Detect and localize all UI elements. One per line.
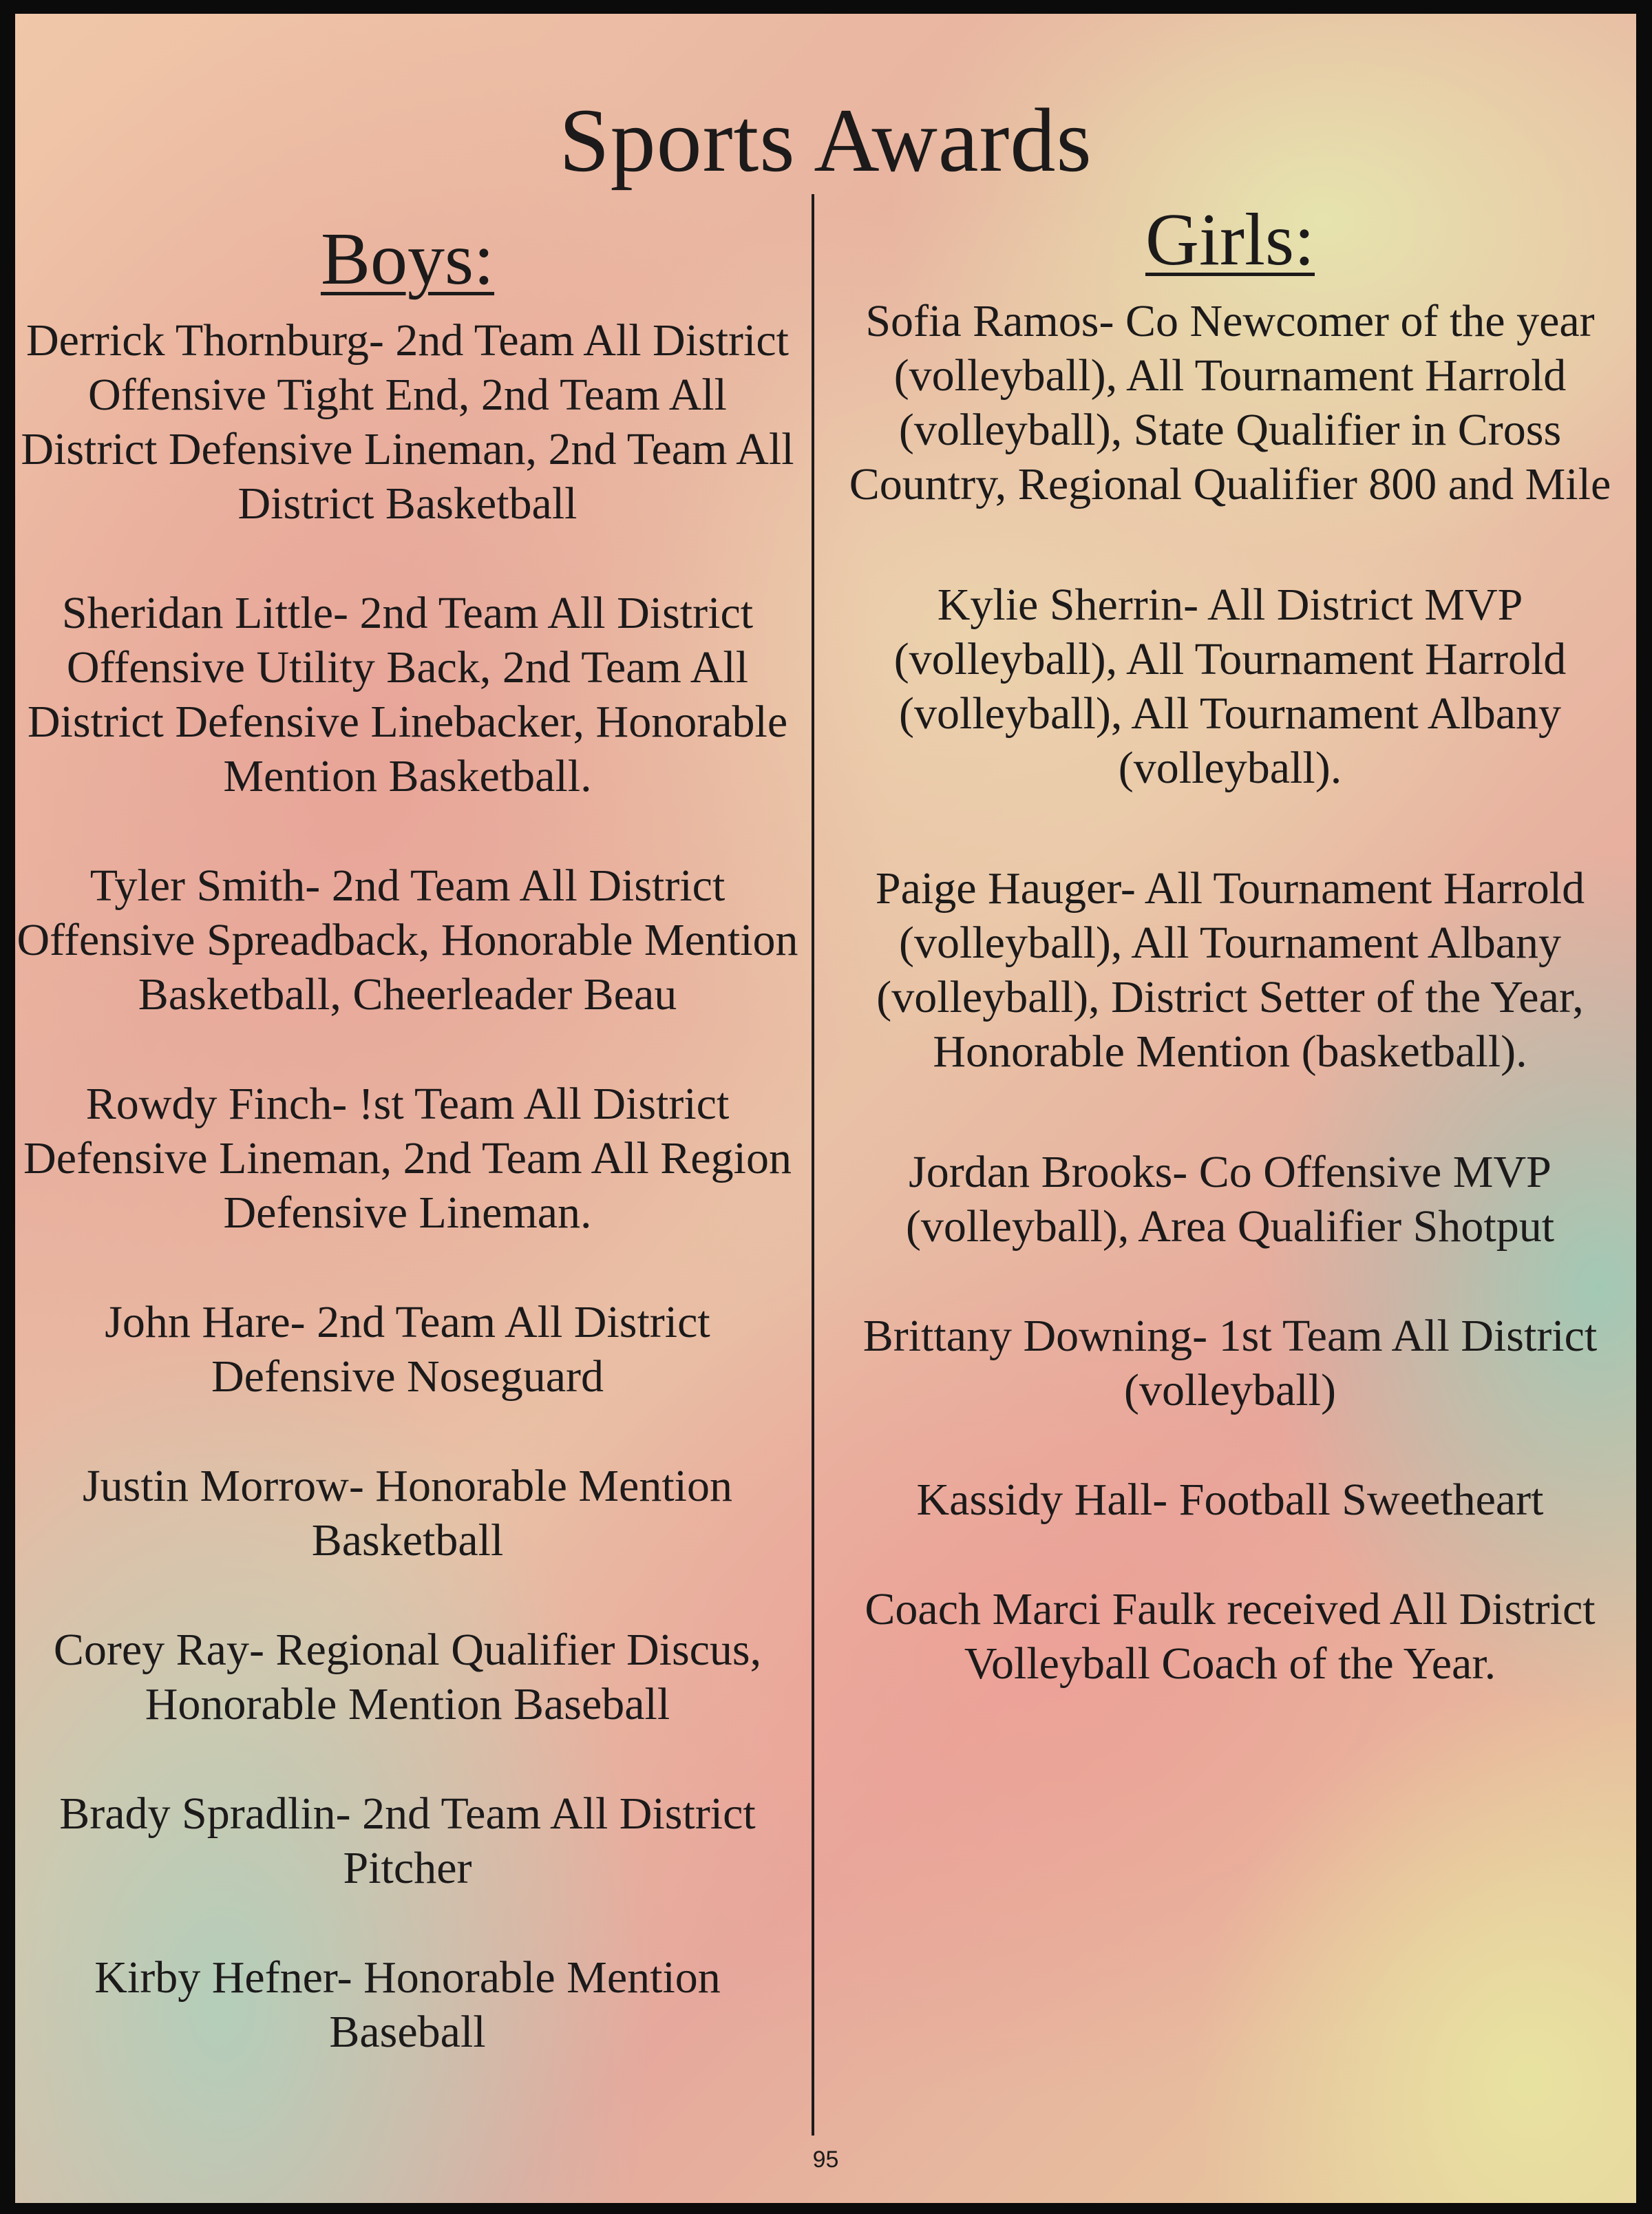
boys-heading: Boys:	[320, 218, 495, 300]
yearbook-page	[15, 14, 1636, 2203]
boys-award-entry: Derrick Thornburg- 2nd Team All District Offensive Tight End, 2nd Team All District Defensive Lineman, 2nd Team All District Basketball	[21, 315, 794, 529]
girls-column	[824, 201, 1636, 1757]
girls-award-entry: Sofia Ramos- Co Newcomer of the year (volleyball), All Tournament Harrold (volleyball), State Qualifier in Cross Country, Regional Qualifier 800 and Mile	[849, 296, 1611, 510]
page-title: Sports Awards	[559, 89, 1092, 191]
girls-award-entry: Paige Hauger- All Tournament Harrold (volleyball), All Tournament Albany (volleyball), District Setter of the Year, Honorable Mention (basketball).	[875, 863, 1585, 1077]
girls-award-entry: Coach Marci Faulk received All District Volleyball Coach of the Year.	[865, 1584, 1596, 1689]
girls-award-entry: Brittany Downing- 1st Team All District (volleyball)	[862, 1311, 1598, 1416]
girls-award-entry: Kylie Sherrin- All District MVP (volleyball), All Tournament Harrold (volleyball), All Tournament Albany (volleyball).	[893, 580, 1567, 794]
boys-award-entry: Sheridan Little- 2nd Team All District Offensive Utility Back, 2nd Team All District Defensive Linebacker, Honorable Mention Basketball.	[27, 588, 788, 802]
girls-award-entry: Kassidy Hall- Football Sweetheart	[916, 1475, 1544, 1526]
boys-award-entry: Corey Ray- Regional Qualifier Discus, Honorable Mention Baseball	[53, 1625, 762, 1730]
girls-award-entry: Jordan Brooks- Co Offensive MVP (volleyball), Area Qualifier Shotput	[905, 1147, 1555, 1252]
boys-column	[15, 220, 800, 2114]
girls-heading: Girls:	[1145, 199, 1315, 281]
boys-award-entry: Brady Spradlin- 2nd Team All District Pitcher	[59, 1789, 756, 1894]
column-divider	[812, 194, 814, 2136]
boys-award-entry: Rowdy Finch- !st Team All District Defensive Lineman, 2nd Team All Region Defensive Lineman.	[23, 1079, 792, 1238]
boys-award-entry: John Hare- 2nd Team All District Defensive Noseguard	[105, 1297, 710, 1402]
boys-award-entry: Tyler Smith- 2nd Team All District Offensive Spreadback, Honorable Mention Basketball, Cheerleader Beau	[17, 861, 798, 1020]
boys-award-entry: Kirby Hefner- Honorable Mention Baseball	[94, 1952, 721, 2058]
boys-award-entry: Justin Morrow- Honorable Mention Basketball	[82, 1461, 733, 1566]
page-number: 95	[812, 2147, 839, 2173]
